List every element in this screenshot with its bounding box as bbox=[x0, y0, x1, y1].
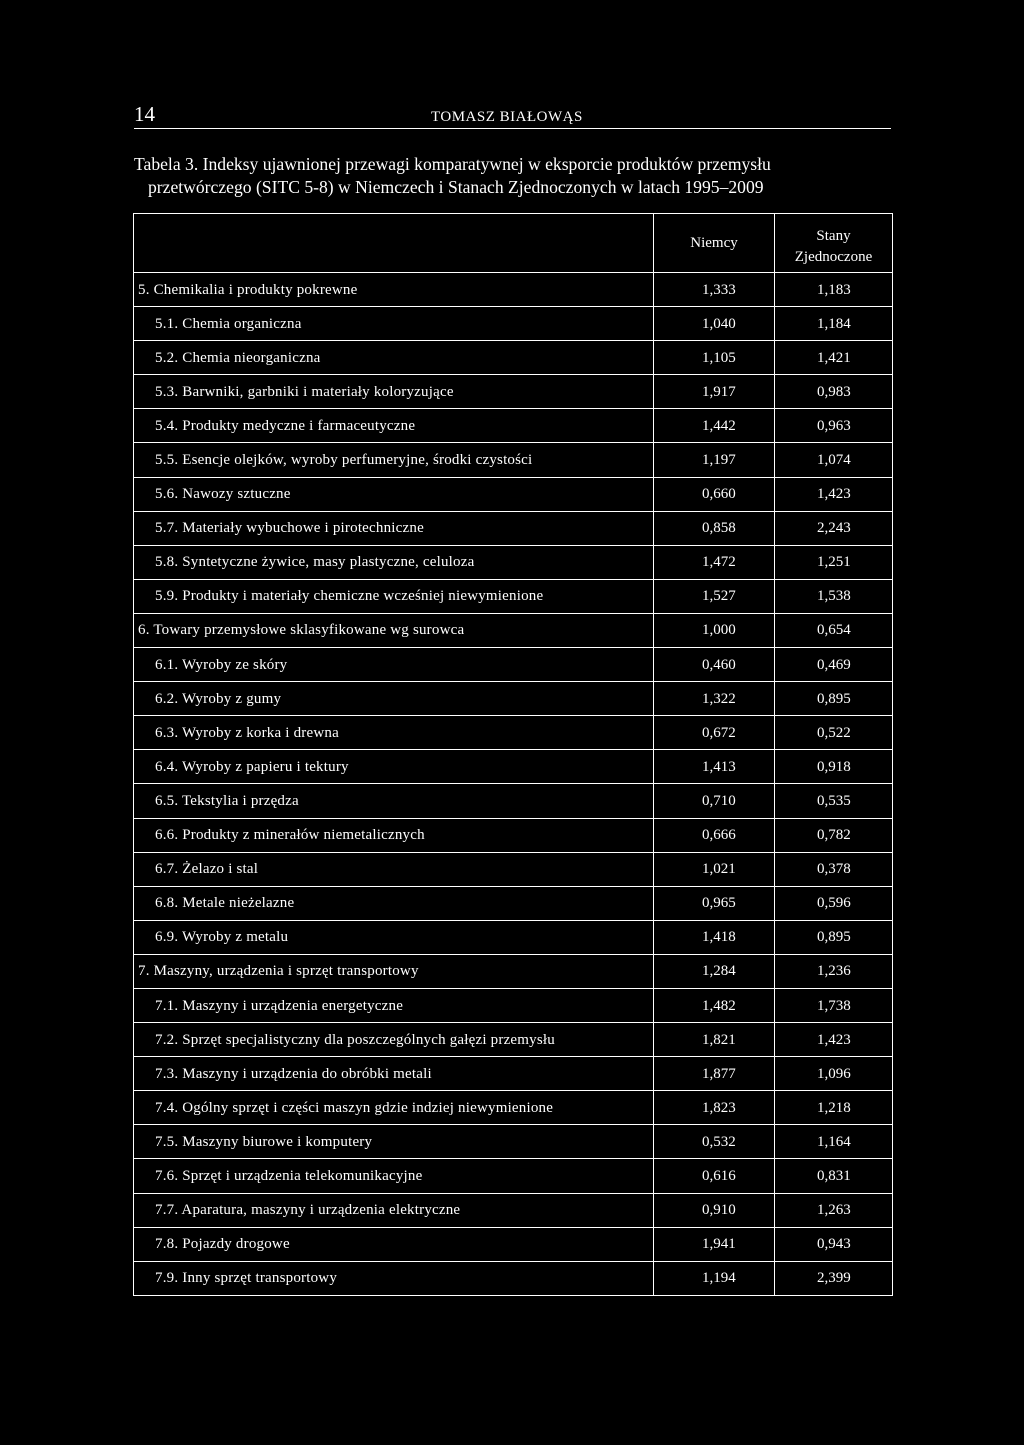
row-label: 5.2. Chemia nieorganiczna bbox=[134, 341, 654, 375]
value-united-states: 0,469 bbox=[775, 648, 893, 682]
table-row bbox=[134, 341, 893, 375]
table-row bbox=[134, 273, 893, 307]
row-label: 6.8. Metale nieżelazne bbox=[134, 886, 654, 920]
row-label: 6. Towary przemysłowe sklasyfikowane wg surowca bbox=[134, 613, 654, 647]
table-row bbox=[134, 716, 893, 750]
table-row bbox=[134, 920, 893, 954]
running-head bbox=[134, 100, 891, 129]
table-row bbox=[134, 1125, 893, 1159]
value-united-states: 0,895 bbox=[775, 920, 893, 954]
row-label: 6.7. Żelazo i stal bbox=[134, 852, 654, 886]
caption-line-2: przetwórczego (SITC 5-8) w Niemczech i Stanach Zjednoczonych w latach 1995–2009 bbox=[148, 177, 764, 197]
value-germany: 1,917 bbox=[654, 375, 775, 409]
row-label: 5.4. Produkty medyczne i farmaceutyczne bbox=[134, 409, 654, 443]
value-germany: 1,322 bbox=[654, 682, 775, 716]
value-germany: 0,616 bbox=[654, 1159, 775, 1193]
table-row bbox=[134, 852, 893, 886]
value-germany: 1,418 bbox=[654, 920, 775, 954]
header-united-states: Stany Zjednoczone bbox=[775, 214, 893, 273]
value-germany: 1,197 bbox=[654, 443, 775, 477]
row-label: 7.8. Pojazdy drogowe bbox=[134, 1227, 654, 1261]
row-label: 7.6. Sprzęt i urządzenia telekomunikacyjne bbox=[134, 1159, 654, 1193]
value-germany: 1,333 bbox=[654, 273, 775, 307]
value-germany: 1,040 bbox=[654, 307, 775, 341]
table-row bbox=[134, 307, 893, 341]
table-row bbox=[134, 1261, 893, 1295]
table-row bbox=[134, 886, 893, 920]
row-label: 7.3. Maszyny i urządzenia do obróbki metali bbox=[134, 1057, 654, 1091]
row-label: 6.6. Produkty z minerałów niemetalicznych bbox=[134, 818, 654, 852]
row-label: 5.6. Nawozy sztuczne bbox=[134, 477, 654, 511]
table-row bbox=[134, 477, 893, 511]
table-row bbox=[134, 1159, 893, 1193]
table-header-row bbox=[134, 214, 893, 273]
table-row bbox=[134, 511, 893, 545]
value-united-states: 1,423 bbox=[775, 477, 893, 511]
table-row bbox=[134, 682, 893, 716]
value-united-states: 1,538 bbox=[775, 579, 893, 613]
page-number: 14 bbox=[134, 102, 155, 126]
row-label: 7.1. Maszyny i urządzenia energetyczne bbox=[134, 988, 654, 1022]
row-label: 5.1. Chemia organiczna bbox=[134, 307, 654, 341]
value-united-states: 1,164 bbox=[775, 1125, 893, 1159]
row-label: 7.4. Ogólny sprzęt i części maszyn gdzie indziej niewymienione bbox=[134, 1091, 654, 1125]
row-label: 6.3. Wyroby z korka i drewna bbox=[134, 716, 654, 750]
value-united-states: 0,963 bbox=[775, 409, 893, 443]
table-row bbox=[134, 1057, 893, 1091]
value-united-states: 1,263 bbox=[775, 1193, 893, 1227]
table-row bbox=[134, 375, 893, 409]
value-united-states: 0,378 bbox=[775, 852, 893, 886]
row-label: 5.8. Syntetyczne żywice, masy plastyczne, celuloza bbox=[134, 545, 654, 579]
value-united-states: 1,183 bbox=[775, 273, 893, 307]
value-united-states: 1,218 bbox=[775, 1091, 893, 1125]
value-germany: 0,666 bbox=[654, 818, 775, 852]
value-germany: 0,660 bbox=[654, 477, 775, 511]
table-row bbox=[134, 784, 893, 818]
value-germany: 1,021 bbox=[654, 852, 775, 886]
rca-index-table bbox=[133, 213, 893, 1296]
row-label: 7.7. Aparatura, maszyny i urządzenia elektryczne bbox=[134, 1193, 654, 1227]
value-united-states: 1,738 bbox=[775, 988, 893, 1022]
value-germany: 0,710 bbox=[654, 784, 775, 818]
row-label: 6.5. Tekstylia i przędza bbox=[134, 784, 654, 818]
value-united-states: 0,983 bbox=[775, 375, 893, 409]
table-body bbox=[134, 273, 893, 1296]
value-germany: 1,194 bbox=[654, 1261, 775, 1295]
table-row bbox=[134, 545, 893, 579]
value-united-states: 0,596 bbox=[775, 886, 893, 920]
table-row bbox=[134, 613, 893, 647]
value-united-states: 0,782 bbox=[775, 818, 893, 852]
header-germany: Niemcy bbox=[654, 214, 775, 273]
value-united-states: 2,399 bbox=[775, 1261, 893, 1295]
row-label: 6.9. Wyroby z metalu bbox=[134, 920, 654, 954]
value-united-states: 0,535 bbox=[775, 784, 893, 818]
value-germany: 1,284 bbox=[654, 954, 775, 988]
row-label: 6.2. Wyroby z gumy bbox=[134, 682, 654, 716]
row-label: 6.4. Wyroby z papieru i tektury bbox=[134, 750, 654, 784]
table-row bbox=[134, 1023, 893, 1057]
row-label: 7. Maszyny, urządzenia i sprzęt transportowy bbox=[134, 954, 654, 988]
value-united-states: 0,654 bbox=[775, 613, 893, 647]
row-label: 7.2. Sprzęt specjalistyczny dla poszczególnych gałęzi przemysłu bbox=[134, 1023, 654, 1057]
table-row bbox=[134, 1193, 893, 1227]
value-germany: 1,821 bbox=[654, 1023, 775, 1057]
table-row bbox=[134, 579, 893, 613]
row-label: 5.3. Barwniki, garbniki i materiały koloryzujące bbox=[134, 375, 654, 409]
value-germany: 0,672 bbox=[654, 716, 775, 750]
table-row bbox=[134, 1091, 893, 1125]
row-label: 7.9. Inny sprzęt transportowy bbox=[134, 1261, 654, 1295]
table-caption bbox=[134, 153, 894, 199]
value-germany: 0,965 bbox=[654, 886, 775, 920]
value-germany: 1,527 bbox=[654, 579, 775, 613]
table-row bbox=[134, 409, 893, 443]
value-united-states: 0,522 bbox=[775, 716, 893, 750]
table-row bbox=[134, 443, 893, 477]
table-row bbox=[134, 818, 893, 852]
row-label: 6.1. Wyroby ze skóry bbox=[134, 648, 654, 682]
row-label: 5.7. Materiały wybuchowe i pirotechniczne bbox=[134, 511, 654, 545]
value-united-states: 0,943 bbox=[775, 1227, 893, 1261]
value-united-states: 0,895 bbox=[775, 682, 893, 716]
table-row bbox=[134, 750, 893, 784]
header-category bbox=[134, 214, 654, 273]
value-germany: 1,877 bbox=[654, 1057, 775, 1091]
value-germany: 1,823 bbox=[654, 1091, 775, 1125]
row-label: 7.5. Maszyny biurowe i komputery bbox=[134, 1125, 654, 1159]
value-germany: 1,105 bbox=[654, 341, 775, 375]
row-label: 5.9. Produkty i materiały chemiczne wcześniej niewymienione bbox=[134, 579, 654, 613]
value-united-states: 1,423 bbox=[775, 1023, 893, 1057]
value-united-states: 1,096 bbox=[775, 1057, 893, 1091]
table-row bbox=[134, 1227, 893, 1261]
value-germany: 0,460 bbox=[654, 648, 775, 682]
value-germany: 1,472 bbox=[654, 545, 775, 579]
value-united-states: 1,236 bbox=[775, 954, 893, 988]
author-name: TOMASZ BIAŁOWĄS bbox=[431, 109, 583, 125]
value-germany: 1,442 bbox=[654, 409, 775, 443]
value-germany: 1,941 bbox=[654, 1227, 775, 1261]
row-label: 5.5. Esencje olejków, wyroby perfumeryjne, środki czystości bbox=[134, 443, 654, 477]
value-united-states: 1,184 bbox=[775, 307, 893, 341]
value-united-states: 0,831 bbox=[775, 1159, 893, 1193]
table-row bbox=[134, 648, 893, 682]
row-label: 5. Chemikalia i produkty pokrewne bbox=[134, 273, 654, 307]
caption-line-1: Tabela 3. Indeksy ujawnionej przewagi komparatywnej w eksporcie produktów przemysłu bbox=[134, 154, 771, 174]
table-row bbox=[134, 988, 893, 1022]
value-united-states: 1,251 bbox=[775, 545, 893, 579]
value-germany: 1,000 bbox=[654, 613, 775, 647]
value-germany: 0,858 bbox=[654, 511, 775, 545]
value-united-states: 1,074 bbox=[775, 443, 893, 477]
table-row bbox=[134, 954, 893, 988]
value-united-states: 0,918 bbox=[775, 750, 893, 784]
value-united-states: 1,421 bbox=[775, 341, 893, 375]
value-germany: 0,910 bbox=[654, 1193, 775, 1227]
value-germany: 1,413 bbox=[654, 750, 775, 784]
value-united-states: 2,243 bbox=[775, 511, 893, 545]
value-germany: 0,532 bbox=[654, 1125, 775, 1159]
value-germany: 1,482 bbox=[654, 988, 775, 1022]
